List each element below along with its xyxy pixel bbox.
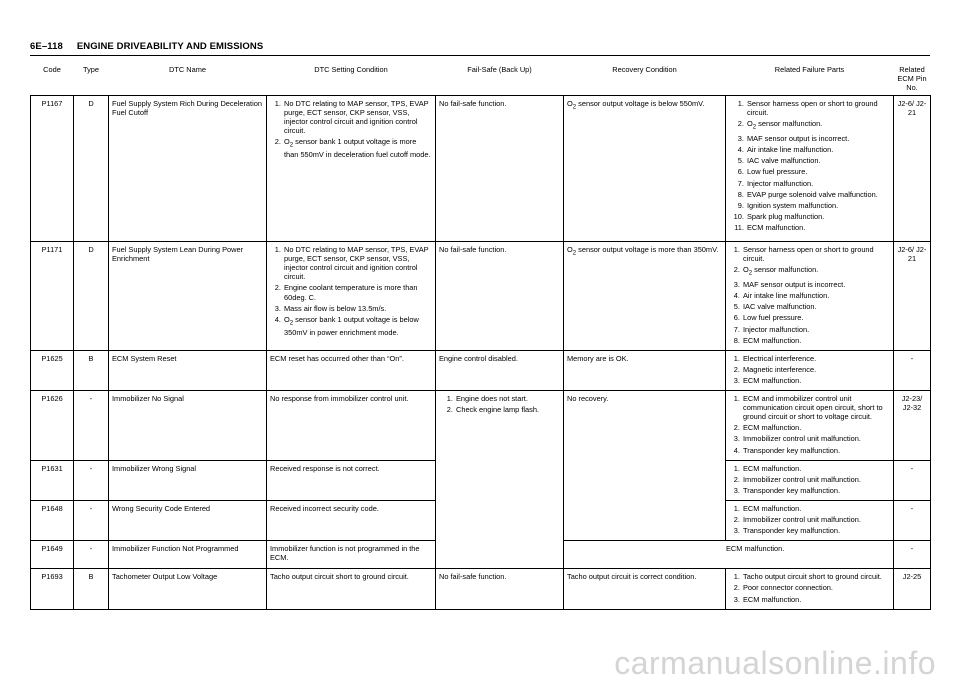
dtc-name-cell: Tachometer Output Low Voltage <box>109 569 267 609</box>
parts-list <box>729 99 890 232</box>
parts-list <box>729 504 890 535</box>
parts-list <box>729 572 890 603</box>
pin-cell: J2-23/ J2-32 <box>894 391 931 461</box>
col-header-pin: Related ECM Pin No. <box>897 65 927 93</box>
list-item: 1. ECM malfunction. <box>742 504 890 513</box>
setting-cell: Immobilizer function is not programmed in the ECM. <box>267 541 436 569</box>
dtc-name-cell: ECM System Reset <box>109 350 267 390</box>
recovery-cell: Memory are is OK. <box>564 350 726 390</box>
list-item: 7. Injector malfunction. <box>746 179 890 188</box>
code-cell: P1693 <box>31 569 74 609</box>
list-item: 2. Immobilizer control unit malfunction. <box>742 515 890 524</box>
failsafe-cell: No fail-safe function. <box>436 96 564 242</box>
list-item: 11. ECM malfunction. <box>746 223 890 232</box>
parts-list <box>729 354 890 385</box>
parts-cell <box>726 501 894 541</box>
col-header-code: Code <box>43 65 61 74</box>
list-item: 6. Low fuel pressure. <box>746 167 890 176</box>
page-number: 6E–118 <box>30 41 63 52</box>
table-header-row <box>31 62 931 96</box>
table-row <box>31 242 931 351</box>
col-header-recovery: Recovery Condition <box>612 65 677 74</box>
list-item: 4. Air intake line malfunction. <box>742 291 890 300</box>
code-cell: P1167 <box>31 96 74 242</box>
list-item: 3. Transponder key malfunction. <box>742 486 890 495</box>
setting-cell <box>267 96 436 242</box>
setting-cell: Tacho output circuit short to ground circuit. <box>267 569 436 609</box>
parts-list <box>729 245 890 345</box>
list-item: 1. Sensor harness open or short to ground circuit. <box>746 99 890 117</box>
setting-list <box>270 99 432 159</box>
col-header-failsafe: Fail-Safe (Back Up) <box>467 65 532 74</box>
parts-cell <box>726 391 894 461</box>
list-item: 2. Immobilizer control unit malfunction. <box>742 475 890 484</box>
list-item: 3. Immobilizer control unit malfunction. <box>742 434 890 443</box>
code-cell: P1631 <box>31 460 74 500</box>
recovery-text: $O_2$ sensor output voltage is below 550mV. <box>567 99 705 111</box>
code-cell: P1171 <box>31 242 74 351</box>
list-item: 1. Sensor harness open or short to ground circuit. <box>742 245 890 263</box>
list-item: 4. $O_2$ sensor bank 1 output voltage is below 350mV in power enrichment mode. <box>283 315 432 337</box>
list-item: 2. Poor connector connection. <box>742 583 890 592</box>
parts-cell <box>726 460 894 500</box>
parts-cell <box>726 350 894 390</box>
header-rule <box>30 55 930 56</box>
table-row <box>31 391 931 461</box>
list-item: 2. Magnetic interference. <box>742 365 890 374</box>
list-item: 2. Engine coolant temperature is more than 60deg. C. <box>283 283 432 301</box>
parts-list <box>729 394 890 455</box>
setting-list <box>270 245 432 337</box>
type-cell: B <box>74 569 109 609</box>
code-cell: P1649 <box>31 541 74 569</box>
list-item: 3. Mass air flow is below 13.5m/s. <box>283 304 432 313</box>
code-cell: P1648 <box>31 501 74 541</box>
col-header-parts: Related Failure Parts <box>774 65 845 74</box>
recovery-text: $O_2$ sensor output voltage is more than 350mV. <box>567 245 719 257</box>
setting-cell: Received incorrect security code. <box>267 501 436 541</box>
type-cell: - <box>74 391 109 461</box>
list-item: 8. ECM malfunction. <box>742 336 890 345</box>
type-cell: - <box>74 501 109 541</box>
list-item: 1. Electrical interference. <box>742 354 890 363</box>
dtc-name-cell: Immobilizer Wrong Signal <box>109 460 267 500</box>
pin-cell: J2-6/ J2-21 <box>894 242 931 351</box>
setting-cell <box>267 242 436 351</box>
list-item: 3. MAF sensor output is incorrect. <box>742 280 890 289</box>
list-item: 5. IAC valve malfunction. <box>746 156 890 165</box>
col-header-type: Type <box>82 65 100 74</box>
code-cell: P1625 <box>31 350 74 390</box>
setting-cell: No response from immobilizer control unit. <box>267 391 436 461</box>
list-item: 3. MAF sensor output is incorrect. <box>746 134 890 143</box>
dtc-name-cell: Immobilizer Function Not Programmed <box>109 541 267 569</box>
recovery-cell <box>564 242 726 351</box>
list-item: 3. ECM malfunction. <box>742 595 890 604</box>
table-row <box>31 569 931 609</box>
page-header <box>30 41 263 52</box>
dtc-name-cell: Fuel Supply System Rich During Deceleration Fuel Cutoff <box>109 96 267 242</box>
list-item: 7. Injector malfunction. <box>742 325 890 334</box>
list-item: 1. No DTC relating to MAP sensor, TPS, EVAP purge, ECT sensor, CKP sensor, VSS, injector control circuit and ignition control circuit. <box>283 245 432 281</box>
type-cell: - <box>74 460 109 500</box>
list-item: 2. Check engine lamp flash. <box>455 405 560 414</box>
list-item: 4. Transponder key malfunction. <box>742 446 890 455</box>
pin-cell: J2-6/ J2-21 <box>894 96 931 242</box>
failsafe-cell: No fail-safe function. <box>436 569 564 609</box>
dtc-name-cell: Wrong Security Code Entered <box>109 501 267 541</box>
type-cell: B <box>74 350 109 390</box>
list-item: 1. Tacho output circuit short to ground circuit. <box>742 572 890 581</box>
pin-cell: - <box>894 460 931 500</box>
failsafe-cell <box>436 391 564 569</box>
dtc-name-cell: Immobilizer No Signal <box>109 391 267 461</box>
parts-cell <box>726 96 894 242</box>
list-item: 1. ECM and immobilizer control unit communication circuit open circuit, short to ground circuit or short to voltage circuit. <box>742 394 890 421</box>
list-item: 6. Low fuel pressure. <box>742 313 890 322</box>
list-item: 3. Transponder key malfunction. <box>742 526 890 535</box>
recovery-cell: Tacho output circuit is correct condition. <box>564 569 726 609</box>
recovery-cell: No recovery. <box>564 391 726 541</box>
watermark: carmanualsonline.info <box>614 645 936 681</box>
pin-cell: - <box>894 541 931 569</box>
dtc-name-cell: Fuel Supply System Lean During Power Enrichment <box>109 242 267 351</box>
col-header-setting: DTC Setting Condition <box>314 65 388 74</box>
list-item: 1. Engine does not start. <box>455 394 560 403</box>
list-item: 4. Air intake line malfunction. <box>746 145 890 154</box>
list-item: 5. IAC valve malfunction. <box>742 302 890 311</box>
type-cell: - <box>74 541 109 569</box>
failsafe-cell: No fail-safe function. <box>436 242 564 351</box>
list-item: 8. EVAP purge solenoid valve malfunction. <box>746 190 890 199</box>
type-cell: D <box>74 96 109 242</box>
list-item: 2. $O_2$ sensor malfunction. <box>742 265 890 278</box>
list-item: 2. $O_2$ sensor bank 1 output voltage is more than 550mV in deceleration fuel cutoff mode. <box>283 137 432 159</box>
table-row <box>31 350 931 390</box>
parts-text: ECM malfunction. <box>726 544 785 554</box>
type-cell: D <box>74 242 109 351</box>
code-cell: P1626 <box>31 391 74 461</box>
recovery-cell <box>564 96 726 242</box>
list-item: 2. $O_2$ sensor malfunction. <box>746 119 890 132</box>
section-title: ENGINE DRIVEABILITY AND EMISSIONS <box>76 41 264 52</box>
pin-cell: J2-25 <box>894 569 931 609</box>
list-item: 1. ECM malfunction. <box>742 464 890 473</box>
dtc-table <box>30 62 931 610</box>
parts-list <box>729 464 890 495</box>
col-header-dtc-name: DTC Name <box>169 65 206 74</box>
list-item: 1. No DTC relating to MAP sensor, TPS, EVAP purge, ECT sensor, CKP sensor, VSS, injector control circuit and ignition control circuit. <box>283 99 432 135</box>
parts-cell <box>726 242 894 351</box>
pin-cell: - <box>894 501 931 541</box>
failsafe-cell: Engine control disabled. <box>436 350 564 390</box>
list-item: 9. Ignition system malfunction. <box>746 201 890 210</box>
list-item: 10. Spark plug malfunction. <box>746 212 890 221</box>
pin-cell: - <box>894 350 931 390</box>
parts-cell <box>726 569 894 609</box>
setting-cell: Received response is not correct. <box>267 460 436 500</box>
list-item: 3. ECM malfunction. <box>742 376 890 385</box>
list-item: 2. ECM malfunction. <box>742 423 890 432</box>
parts-cell <box>564 541 894 569</box>
setting-cell: ECM reset has occurred other than “On”. <box>267 350 436 390</box>
table-row <box>31 96 931 242</box>
failsafe-list <box>442 394 560 414</box>
